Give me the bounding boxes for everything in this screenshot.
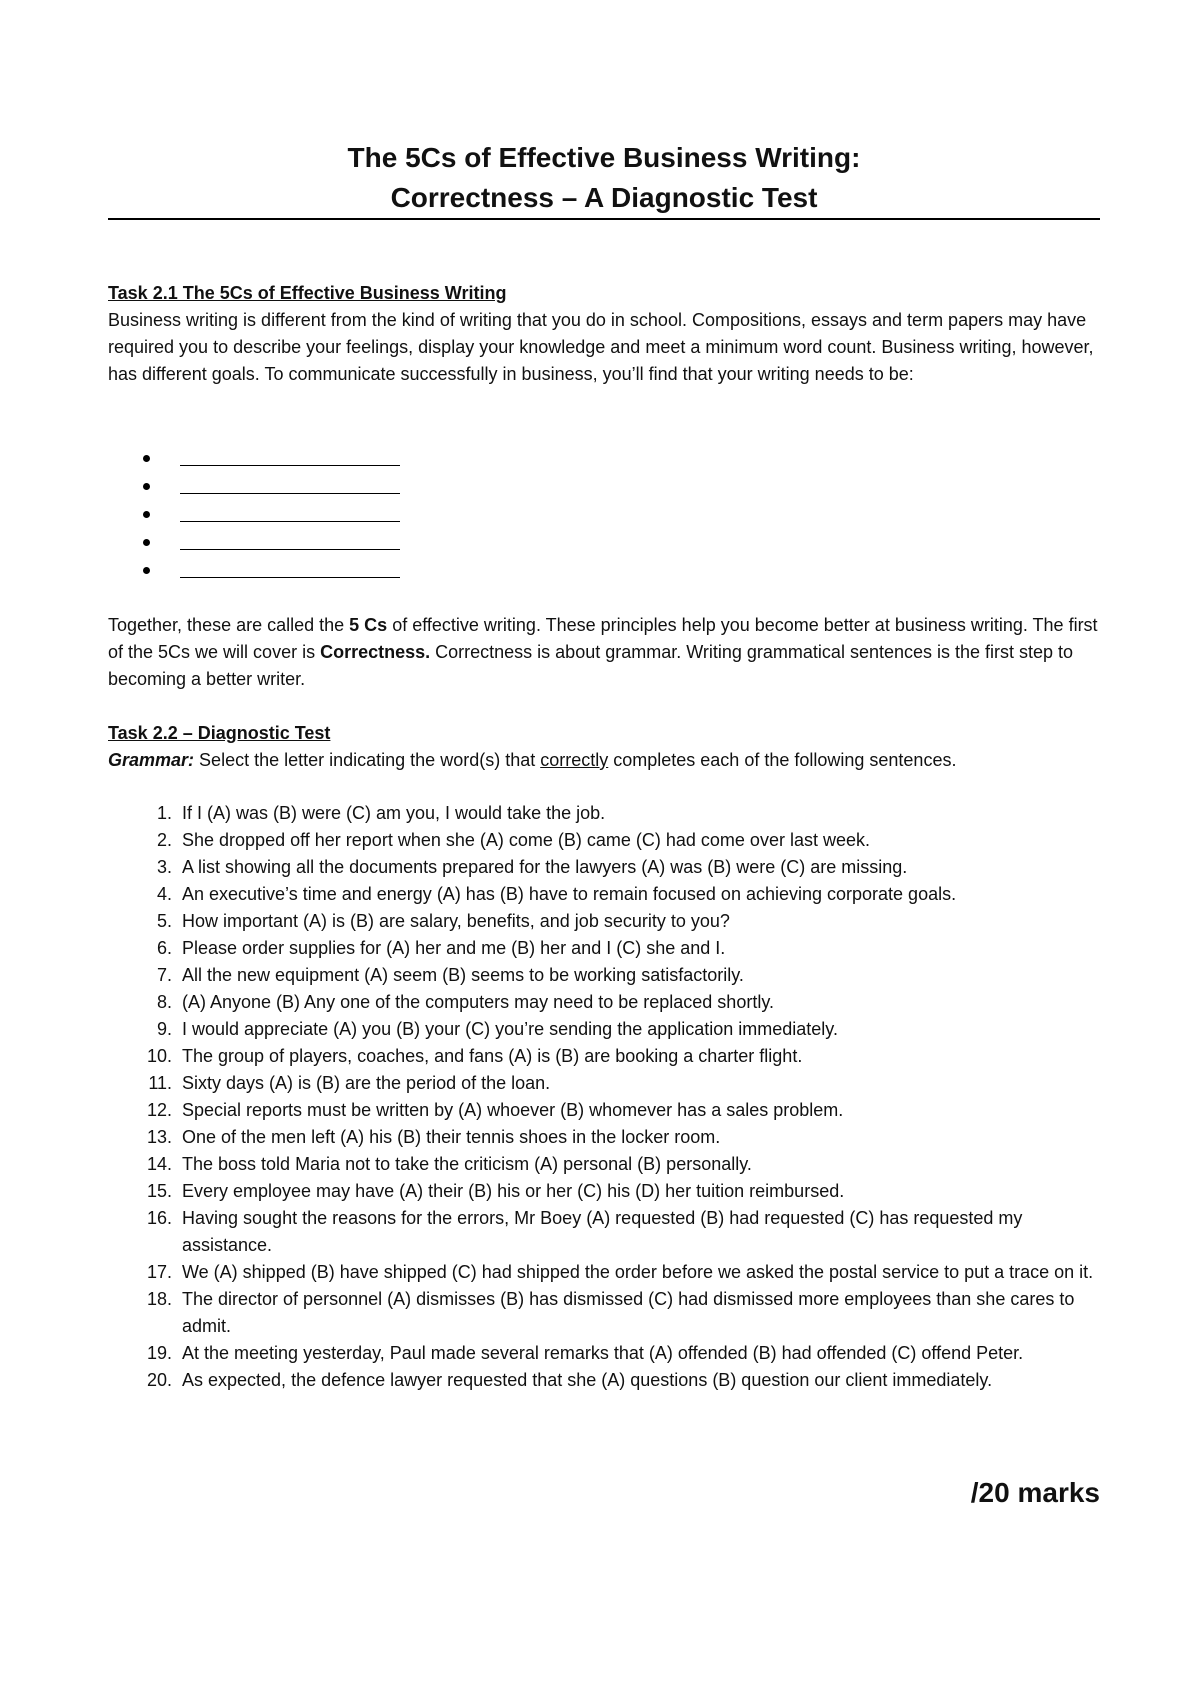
question-text: An executive’s time and energy (A) has (B) have to remain focused on achieving corporate goals.	[182, 884, 957, 904]
question-number: 17.	[146, 1262, 172, 1282]
question-item	[108, 854, 1108, 881]
question-item	[108, 989, 1108, 1016]
answer-blank-item	[143, 472, 400, 500]
answer-blank	[180, 451, 400, 466]
question-text: The director of personnel (A) dismisses (B) has dismissed (C) had dismissed more employees than she cares to admit.	[182, 1289, 1075, 1336]
question-item	[108, 1259, 1108, 1286]
task-2-2-heading: Task 2.2 – Diagnostic Test	[108, 723, 331, 743]
question-number: 14.	[146, 1154, 172, 1174]
question-number: 20.	[146, 1370, 172, 1390]
question-number: 8.	[156, 992, 172, 1012]
question-item	[108, 935, 1108, 962]
question-item	[108, 1205, 1108, 1259]
bullet-icon	[143, 483, 150, 490]
question-text: How important (A) is (B) are salary, benefits, and job security to you?	[182, 911, 730, 931]
bullet-icon	[143, 567, 150, 574]
question-list	[108, 800, 1108, 1394]
answer-blank-item	[143, 500, 400, 528]
question-text: Please order supplies for (A) her and me (B) her and I (C) she and I.	[182, 938, 726, 958]
document-title	[108, 138, 1100, 220]
question-item	[108, 1340, 1108, 1367]
answer-blanks-list	[143, 444, 400, 584]
question-text: Sixty days (A) is (B) are the period of the loan.	[182, 1073, 551, 1093]
bullet-icon	[143, 511, 150, 518]
question-item	[108, 908, 1108, 935]
question-item	[108, 1151, 1108, 1178]
question-number: 10.	[146, 1046, 172, 1066]
question-number: 6.	[156, 938, 172, 958]
question-text: Having sought the reasons for the errors, Mr Boey (A) requested (B) had requested (C) has requested my assistance.	[182, 1208, 1023, 1255]
bullet-icon	[143, 455, 150, 462]
title-line-2: Correctness – A Diagnostic Test	[108, 178, 1100, 220]
question-number: 19.	[146, 1343, 172, 1363]
bullet-icon	[143, 539, 150, 546]
task-2-1-outro	[108, 612, 1100, 693]
question-number: 7.	[156, 965, 172, 985]
question-number: 3.	[156, 857, 172, 877]
question-number: 18.	[146, 1289, 172, 1309]
question-text: I would appreciate (A) you (B) your (C) you’re sending the application immediately.	[182, 1019, 838, 1039]
question-item	[108, 1286, 1108, 1340]
task-2-1-heading: Task 2.1 The 5Cs of Effective Business Writing	[108, 283, 507, 303]
question-number: 5.	[156, 911, 172, 931]
question-item	[108, 962, 1108, 989]
question-number: 13.	[146, 1127, 172, 1147]
instruction-label: Grammar:	[108, 750, 195, 770]
answer-blank-item	[143, 528, 400, 556]
question-text: If I (A) was (B) were (C) am you, I would take the job.	[182, 803, 606, 823]
answer-blank	[180, 507, 400, 522]
outro-text-1: Together, these are called the	[108, 615, 350, 635]
question-number: 15.	[146, 1181, 172, 1201]
question-number: 11.	[148, 1073, 172, 1093]
question-item	[108, 1178, 1108, 1205]
question-item	[108, 1016, 1108, 1043]
question-number: 12.	[146, 1100, 172, 1120]
answer-blank	[180, 563, 400, 578]
total-marks: /20 marks	[970, 1477, 1100, 1508]
question-text: The boss told Maria not to take the criticism (A) personal (B) personally.	[182, 1154, 752, 1174]
question-number: 9.	[156, 1019, 172, 1039]
question-item	[108, 1043, 1108, 1070]
instruction-text-2: completes each of the following sentences.	[608, 750, 957, 770]
question-item	[108, 827, 1108, 854]
question-text: The group of players, coaches, and fans (A) is (B) are booking a charter flight.	[182, 1046, 803, 1066]
question-text: Every employee may have (A) their (B) his or her (C) his (D) her tuition reimbursed.	[182, 1181, 845, 1201]
question-item	[108, 1097, 1108, 1124]
question-item	[108, 1124, 1108, 1151]
question-item	[108, 800, 1108, 827]
question-text: One of the men left (A) his (B) their tennis shoes in the locker room.	[182, 1127, 721, 1147]
instruction-text-1: Select the letter indicating the word(s) that	[194, 750, 541, 770]
question-number: 2.	[156, 830, 172, 850]
question-number: 4.	[156, 884, 172, 904]
question-text: A list showing all the documents prepared for the lawyers (A) was (B) were (C) are missing.	[182, 857, 908, 877]
question-number: 16.	[146, 1208, 172, 1228]
question-item	[108, 1367, 1108, 1394]
question-item	[108, 881, 1108, 908]
question-item	[108, 1070, 1108, 1097]
outro-paragraph	[108, 612, 1100, 693]
question-text: She dropped off her report when she (A) come (B) came (C) had come over last week.	[182, 830, 870, 850]
title-line-1: The 5Cs of Effective Business Writing:	[347, 142, 861, 173]
outro-text-3: Correctness is about grammar. Writing grammatical sentences is the first step to becoming a better writer.	[108, 642, 1074, 689]
question-number: 1.	[156, 803, 172, 823]
answer-blank	[180, 535, 400, 550]
task-2-1-section	[108, 280, 1100, 388]
question-text: We (A) shipped (B) have shipped (C) had shipped the order before we asked the postal service to put a trace on it.	[182, 1262, 1094, 1282]
answer-blank-item	[143, 556, 400, 584]
instruction-emphasis: correctly	[540, 750, 609, 770]
outro-text-2: of effective writing. These principles help you become better at business writing. The first of the 5Cs we will cover is	[108, 615, 1098, 662]
answer-blank-item	[143, 444, 400, 472]
outro-correctness: Correctness.	[320, 642, 431, 662]
task-2-2-section	[108, 720, 1100, 774]
question-text: All the new equipment (A) seem (B) seems to be working satisfactorily.	[182, 965, 744, 985]
task-2-1-intro: Business writing is different from the kind of writing that you do in school. Compositions, essays and term papers may have required you to describe your feelings, display your knowledge and meet a minimum word count. Business writing, however, has different goals. To communicate successfully in business, you’ll find that your writing needs to be:	[108, 310, 1094, 384]
question-text: At the meeting yesterday, Paul made several remarks that (A) offended (B) had offended (C) offend Peter.	[182, 1343, 1024, 1363]
task-2-2-instruction	[108, 747, 1100, 774]
question-text: As expected, the defence lawyer requested that she (A) questions (B) question our client immediately.	[182, 1370, 993, 1390]
answer-blank	[180, 479, 400, 494]
question-text: Special reports must be written by (A) whoever (B) whomever has a sales problem.	[182, 1100, 844, 1120]
outro-5cs: 5 Cs	[349, 615, 388, 635]
question-text: (A) Anyone (B) Any one of the computers may need to be replaced shortly.	[182, 992, 774, 1012]
